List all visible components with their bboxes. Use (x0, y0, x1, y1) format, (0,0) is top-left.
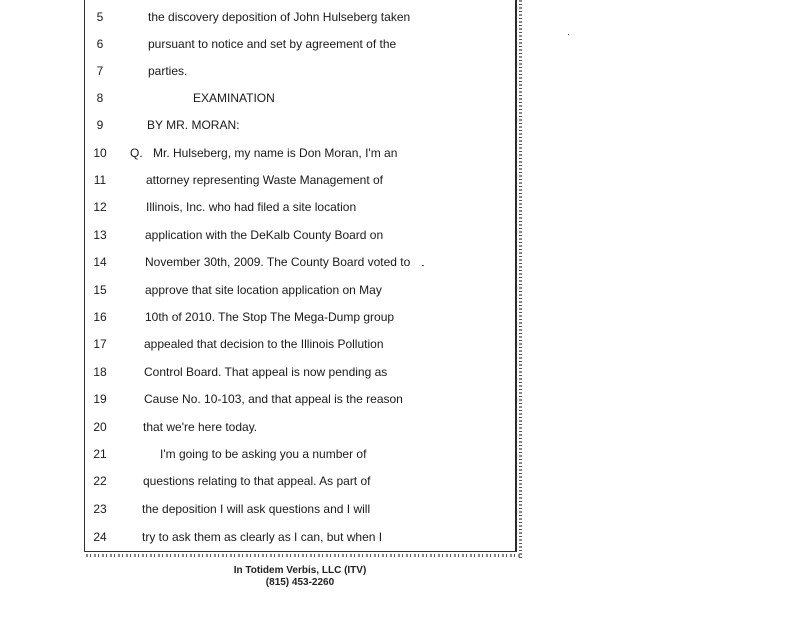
line-text: I'm going to be asking you a number of (160, 447, 367, 461)
transcript-line (0, 34, 520, 54)
line-text: questions relating to that appeal. As part of (143, 474, 371, 488)
line-number: 15 (93, 283, 107, 297)
line-text: try to ask them as clearly as I can, but when I (142, 530, 383, 544)
line-text: Cause No. 10-103, and that appeal is the reason (144, 392, 403, 406)
line-number: 11 (93, 173, 107, 187)
line-number: 17 (93, 337, 107, 351)
line-text: that we're here today. (143, 420, 258, 434)
line-text: Control Board. That appeal is now pending as (144, 365, 388, 379)
footer-phone: (815) 453-2260 (265, 577, 335, 588)
transcript-line (0, 527, 520, 547)
line-number: 18 (93, 365, 107, 379)
line-number: 20 (93, 420, 107, 434)
line-number: 7 (96, 64, 104, 78)
transcript-line (0, 143, 520, 163)
transcript-line (0, 389, 520, 409)
transcript-line (0, 307, 520, 327)
line-text: Mr. Hulseberg, my name is Don Moran, I'm an (153, 146, 398, 160)
line-text: approve that site location application on May (145, 283, 382, 297)
line-text: appealed that decision to the Illinois Pollution (144, 337, 384, 351)
line-number: 16 (93, 310, 107, 324)
line-number: 23 (93, 502, 107, 516)
line-number: 9 (96, 118, 104, 132)
footer-company: In Totidem Verbis, LLC (ITV) (233, 565, 367, 576)
line-text: Illinois, Inc. who had filed a site location (146, 200, 357, 214)
transcript-page (84, 0, 517, 552)
transcript-line (0, 225, 520, 245)
line-text: BY MR. MORAN: (147, 118, 240, 132)
transcript-line (0, 7, 520, 27)
transcript-line (0, 280, 520, 300)
line-text: application with the DeKalb County Board on (145, 228, 384, 242)
transcript-line (0, 197, 520, 217)
line-number: 21 (93, 447, 107, 461)
line-number: 22 (93, 474, 107, 488)
transcript-line (0, 115, 520, 135)
question-marker: Q. (130, 146, 143, 160)
line-number: 13 (93, 228, 107, 242)
line-text: parties. (148, 64, 188, 78)
page-bottom-edge-shadow (86, 554, 520, 557)
line-number: 12 (93, 200, 107, 214)
scan-speck (568, 34, 569, 35)
transcript-line (0, 88, 520, 108)
line-text: attorney representing Waste Management of (146, 173, 384, 187)
line-text: the discovery deposition of John Hulseberg taken (148, 10, 411, 24)
transcript-line (0, 61, 520, 81)
transcript-line (0, 362, 520, 382)
examination-heading: EXAMINATION (193, 91, 275, 105)
line-text: pursuant to notice and set by agreement of the (148, 37, 397, 51)
line-number: 19 (93, 392, 107, 406)
line-number: 14 (93, 255, 107, 269)
line-number: 8 (96, 91, 104, 105)
line-number: 5 (96, 10, 104, 24)
transcript-line (0, 417, 520, 437)
scan-speck (422, 265, 424, 266)
line-text: November 30th, 2009. The County Board voted to (145, 255, 411, 269)
transcript-line (0, 170, 520, 190)
line-number: 24 (93, 530, 107, 544)
line-number: 6 (96, 37, 104, 51)
line-text: 10th of 2010. The Stop The Mega-Dump group (145, 310, 395, 324)
line-number: 10 (93, 146, 107, 160)
transcript-line (0, 334, 520, 354)
transcript-line (0, 499, 520, 519)
transcript-line (0, 252, 520, 272)
line-text: the deposition I will ask questions and I will (142, 502, 371, 516)
transcript-line (0, 471, 520, 491)
transcript-line (0, 444, 520, 464)
